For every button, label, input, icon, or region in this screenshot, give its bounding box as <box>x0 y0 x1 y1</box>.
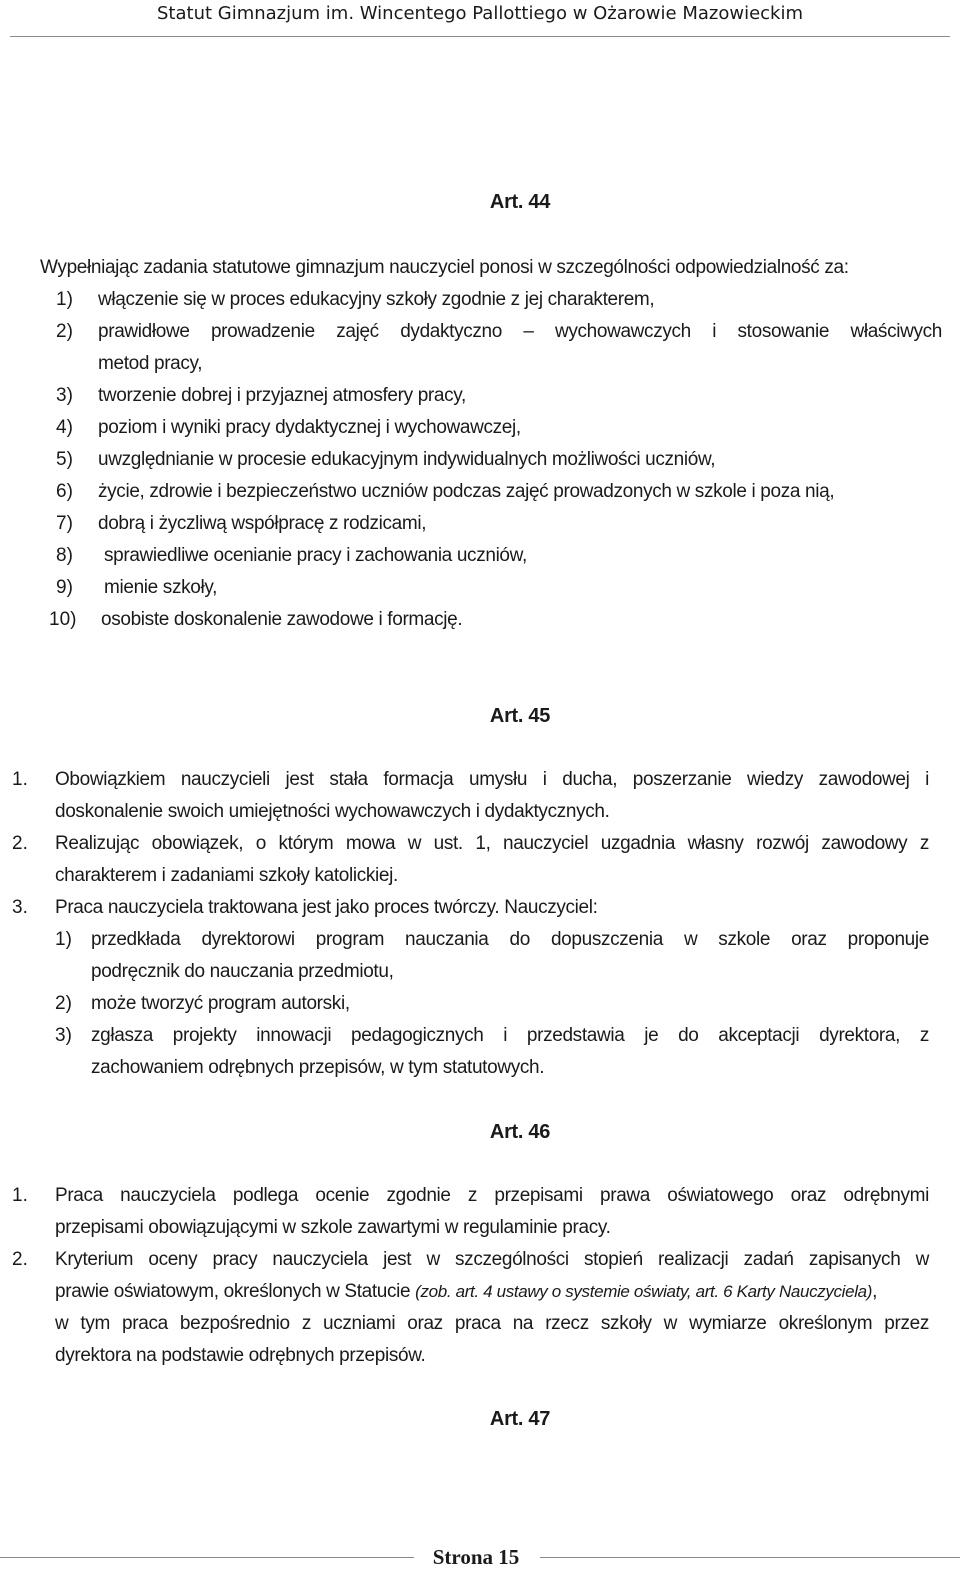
art-45-sub-1-num: 1) <box>55 929 72 950</box>
art-44-item-2-cont: metod pracy, <box>98 353 203 374</box>
art-44-item-3: tworzenie dobrej i przyjaznej atmosfery pracy, <box>98 385 466 406</box>
art-44-item-2: prawidłowe prowadzenie zajęć dydaktyczno – wychowawczych i stosowanie właściwych <box>98 321 942 342</box>
art-44-item-6: życie, zdrowie i bezpieczeństwo uczniów podczas zajęć prowadzonych w szkole i poza nią, <box>98 481 835 502</box>
art-45-sub-3: zgłasza projekty innowacji pedagogicznych i przedstawia je do akceptacji dyrektora, z <box>91 1025 929 1046</box>
art-46-p1-cont: przepisami obowiązującymi w szkole zawartymi w regulaminie pracy. <box>55 1217 611 1238</box>
art-46-p2-line2-a: prawie oświatowym, określonych w Statucie <box>55 1281 416 1302</box>
art-45-sub-2: może tworzyć program autorski, <box>91 993 350 1014</box>
art-44-item-1: włączenie się w proces edukacyjny szkoły zgodnie z jej charakterem, <box>98 289 655 310</box>
art-45-p3-num: 3. <box>12 897 28 918</box>
art-45-p2-cont: charakterem i zadaniami szkoły katolickiej. <box>55 865 398 886</box>
art-46-p2-reference: (zob. art. 4 ustawy o systemie oświaty, art. 6 Karty Nauczyciela) <box>415 1282 873 1301</box>
art-44-item-5-num: 5) <box>56 449 73 470</box>
art-45-p1-cont: doskonalenie swoich umiejętności wychowawczych i dydaktycznych. <box>55 801 610 822</box>
art-44-item-5: uwzględnianie w procesie edukacyjnym indywidualnych możliwości uczniów, <box>98 449 716 470</box>
art-44-item-4: poziom i wyniki pracy dydaktycznej i wychowawczej, <box>98 417 521 438</box>
art-44-item-2-num: 2) <box>56 321 73 342</box>
art-45-p1: Obowiązkiem nauczycieli jest stała formacja umysłu i ducha, poszerzanie wiedzy zawodowej i <box>55 769 929 790</box>
art-44-item-8-num: 8) <box>56 545 73 566</box>
art-44-item-9: mienie szkoły, <box>104 577 218 598</box>
art-44-item-10-num: 10) <box>49 609 77 630</box>
page-header <box>10 0 950 37</box>
art-46-p2-line2 <box>55 1280 877 1304</box>
art-44-item-8: sprawiedliwe ocenianie pracy i zachowania uczniów, <box>104 545 527 566</box>
page-number: Strona 15 <box>432 1545 520 1569</box>
art-44-item-7-num: 7) <box>56 513 73 534</box>
art-44-item-1-num: 1) <box>56 289 73 310</box>
art-45-p2-num: 2. <box>12 833 28 854</box>
art-44-item-9-num: 9) <box>56 577 73 598</box>
art-44-item-3-num: 3) <box>56 385 73 406</box>
art-45-p1-num: 1. <box>12 769 28 790</box>
art-45-title: Art. 45 <box>489 705 551 727</box>
art-45-sub-1-cont: podręcznik do nauczania przedmiotu, <box>91 961 394 982</box>
art-46-p2-line4: dyrektora na podstawie odrębnych przepisów. <box>55 1345 426 1366</box>
art-44-item-4-num: 4) <box>56 417 73 438</box>
art-44-item-10: osobiste doskonalenie zawodowe i formację. <box>101 609 463 630</box>
art-44-item-7: dobrą i życzliwą współpracę z rodzicami, <box>98 513 427 534</box>
art-45-p3: Praca nauczyciela traktowana jest jako proces twórczy. Nauczyciel: <box>55 897 598 918</box>
art-45-sub-3-num: 3) <box>55 1025 72 1046</box>
art-46-title: Art. 46 <box>489 1121 551 1143</box>
art-46-p2: Kryterium oceny pracy nauczyciela jest w szczególności stopień realizacji zadań zapisanych w <box>55 1249 929 1270</box>
art-47-title: Art. 47 <box>489 1408 551 1430</box>
art-46-p1: Praca nauczyciela podlega ocenie zgodnie z przepisami prawa oświatowego oraz odrębnymi <box>55 1185 929 1206</box>
art-44-intro: Wypełniając zadania statutowe gimnazjum nauczyciel ponosi w szczególności odpowiedzialność za: <box>40 257 849 278</box>
art-45-sub-3-cont: zachowaniem odrębnych przepisów, w tym statutowych. <box>91 1057 545 1078</box>
header-title: Statut Gimnazjum im. Wincentego Pallottiego w Ożarowie Mazowieckim <box>157 3 803 24</box>
art-44-title: Art. 44 <box>489 191 551 213</box>
art-45-p2: Realizując obowiązek, o którym mowa w ust. 1, nauczyciel uzgadnia własny rozwój zawodowy z <box>55 833 929 854</box>
art-46-p2-num: 2. <box>12 1249 28 1270</box>
art-45-sub-1: przedkłada dyrektorowi program nauczania do dopuszczenia w szkole oraz proponuje <box>91 929 929 950</box>
art-46-p2-line3: w tym praca bezpośrednio z uczniami oraz praca na rzecz szkoły w wymiarze określonym przez <box>55 1313 929 1334</box>
art-44-item-6-num: 6) <box>56 481 73 502</box>
art-46-p2-line2-c: , <box>872 1281 877 1302</box>
art-45-sub-2-num: 2) <box>55 993 72 1014</box>
art-46-p1-num: 1. <box>12 1185 28 1206</box>
